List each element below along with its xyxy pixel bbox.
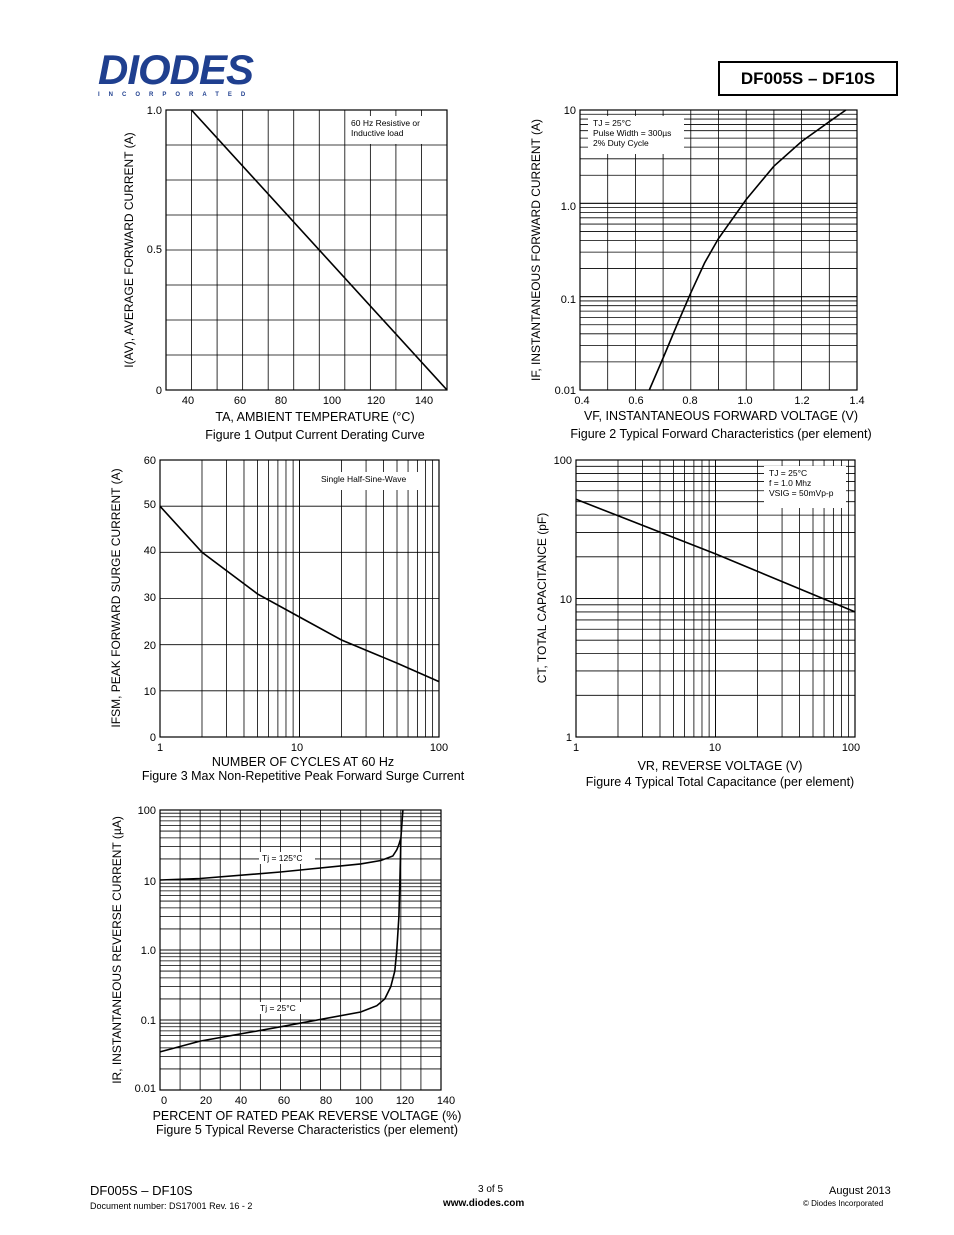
y-axis-label: CT, TOTAL CAPACITANCE (pF)	[535, 512, 549, 684]
footer-website-link[interactable]: www.diodes.com	[443, 1198, 525, 1209]
x-tick-label: 140	[414, 395, 434, 407]
x-tick-label: 1.4	[849, 395, 865, 407]
x-tick-label: 0.8	[682, 395, 698, 407]
annotation-text: f = 1.0 Mhz	[769, 478, 812, 488]
y-axis-label: IFSM, PEAK FORWARD SURGE CURRENT (A)	[109, 468, 123, 728]
x-axis-label: NUMBER OF CYCLES AT 60 Hz	[211, 755, 395, 769]
x-tick-label: 10	[708, 742, 722, 754]
y-tick-label: 0.01	[554, 385, 576, 397]
annotation-text: 2% Duty Cycle	[593, 138, 649, 148]
x-axis-label: TA, AMBIENT TEMPERATURE (°C)	[215, 410, 415, 424]
x-tick-label: 80	[274, 395, 288, 407]
x-axis-label: VR, REVERSE VOLTAGE (V)	[637, 759, 803, 773]
y-tick-label: 60	[143, 455, 156, 467]
footer-copyright: © Diodes Incorporated	[803, 1199, 884, 1208]
y-tick-label: 10	[143, 686, 156, 698]
x-tick-label: 100	[322, 395, 342, 407]
y-tick-label: 0	[149, 732, 156, 744]
x-tick-label: 40	[234, 1095, 248, 1107]
x-axis-label: PERCENT OF RATED PEAK REVERSE VOLTAGE (%)	[152, 1109, 462, 1123]
y-tick-label: 10	[563, 105, 576, 117]
y-tick-label: 10	[143, 876, 156, 888]
y-axis-label: IF, INSTANTANEOUS FORWARD CURRENT (A)	[529, 118, 543, 382]
y-axis-label: IR, INSTANTANEOUS REVERSE CURRENT (µA)	[110, 816, 124, 1084]
y-tick-label: 10	[559, 594, 572, 606]
y-tick-label: 1.0	[140, 945, 156, 957]
y-axis-label: I(AV), AVERAGE FORWARD CURRENT (A)	[122, 132, 136, 368]
y-tick-label: 0	[155, 385, 162, 397]
x-tick-label: 0.6	[628, 395, 644, 407]
y-tick-label: 30	[143, 592, 156, 604]
logo-subtext: INCORPORATED	[98, 92, 255, 98]
footer-part: DF005S – DF10S	[90, 1183, 193, 1198]
x-tick-label: 120	[366, 395, 386, 407]
figure-caption: Figure 5 Typical Reverse Characteristics (per element)	[156, 1123, 458, 1137]
figure-caption: Figure 4 Typical Total Capacitance (per element)	[585, 775, 855, 789]
y-tick-label: 50	[143, 499, 156, 511]
x-tick-label: 0	[160, 1095, 168, 1107]
figure-caption: Figure 1 Output Current Derating Curve	[205, 428, 425, 442]
x-tick-label: 0.4	[574, 395, 590, 407]
x-tick-label: 80	[319, 1095, 333, 1107]
annotation-text: Inductive load	[351, 128, 404, 138]
y-tick-label: 0.01	[134, 1083, 156, 1095]
y-tick-label: 0.1	[140, 1015, 156, 1027]
x-tick-label: 40	[181, 395, 195, 407]
x-tick-label: 100	[354, 1095, 374, 1107]
x-tick-label: 20	[199, 1095, 213, 1107]
footer-document-number: Document number: DS17001 Rev. 16 - 2	[90, 1201, 253, 1211]
part-range-box: DF005S – DF10S	[718, 61, 898, 96]
x-tick-label: 100	[841, 742, 861, 754]
series-name-label: Tj = 125°C	[262, 853, 303, 863]
y-tick-label: 100	[137, 805, 156, 817]
plot-area	[110, 805, 461, 1137]
x-tick-label: 100	[429, 742, 449, 754]
y-tick-label: 0.1	[560, 294, 576, 306]
figure-caption: Figure 3 Max Non-Repetitive Peak Forward Surge Current	[141, 769, 465, 783]
x-tick-label: 60	[233, 395, 247, 407]
x-tick-label: 140	[436, 1095, 456, 1107]
annotation-text: 60 Hz Resistive or	[351, 118, 420, 128]
x-tick-label: 60	[277, 1095, 291, 1107]
y-tick-label: 1.0	[146, 105, 162, 117]
annotation-text: Single Half-Sine-Wave	[321, 474, 407, 484]
footer-date: August 2013	[829, 1185, 891, 1197]
annotation-text: TJ = 25°C	[593, 118, 632, 128]
y-tick-label: 100	[553, 455, 572, 467]
x-tick-label: 1	[572, 742, 580, 754]
x-tick-label: 1.0	[737, 395, 753, 407]
x-tick-label: 120	[395, 1095, 415, 1107]
y-tick-label: 40	[143, 545, 156, 557]
x-tick-label: 1.2	[794, 395, 810, 407]
logo-wordmark: DIODES	[98, 46, 254, 93]
y-tick-label: 20	[143, 640, 156, 652]
y-tick-label: 0.5	[146, 244, 162, 256]
figure-caption: Figure 2 Typical Forward Characteristics (per element)	[570, 427, 872, 441]
y-tick-label: 1	[565, 732, 572, 744]
x-tick-label: 1	[156, 742, 164, 754]
footer-page-number: 3 of 5	[478, 1184, 504, 1195]
x-tick-label: 10	[290, 742, 304, 754]
annotation-text: Pulse Width = 300µs	[593, 128, 672, 138]
annotation-text: TJ = 25°C	[769, 468, 808, 478]
series-name-label: Tj = 25°C	[260, 1003, 296, 1013]
y-tick-label: 1.0	[560, 201, 576, 213]
annotation-text: VSIG = 50mVp-p	[769, 488, 834, 498]
x-axis-label: VF, INSTANTANEOUS FORWARD VOLTAGE (V)	[583, 409, 859, 423]
